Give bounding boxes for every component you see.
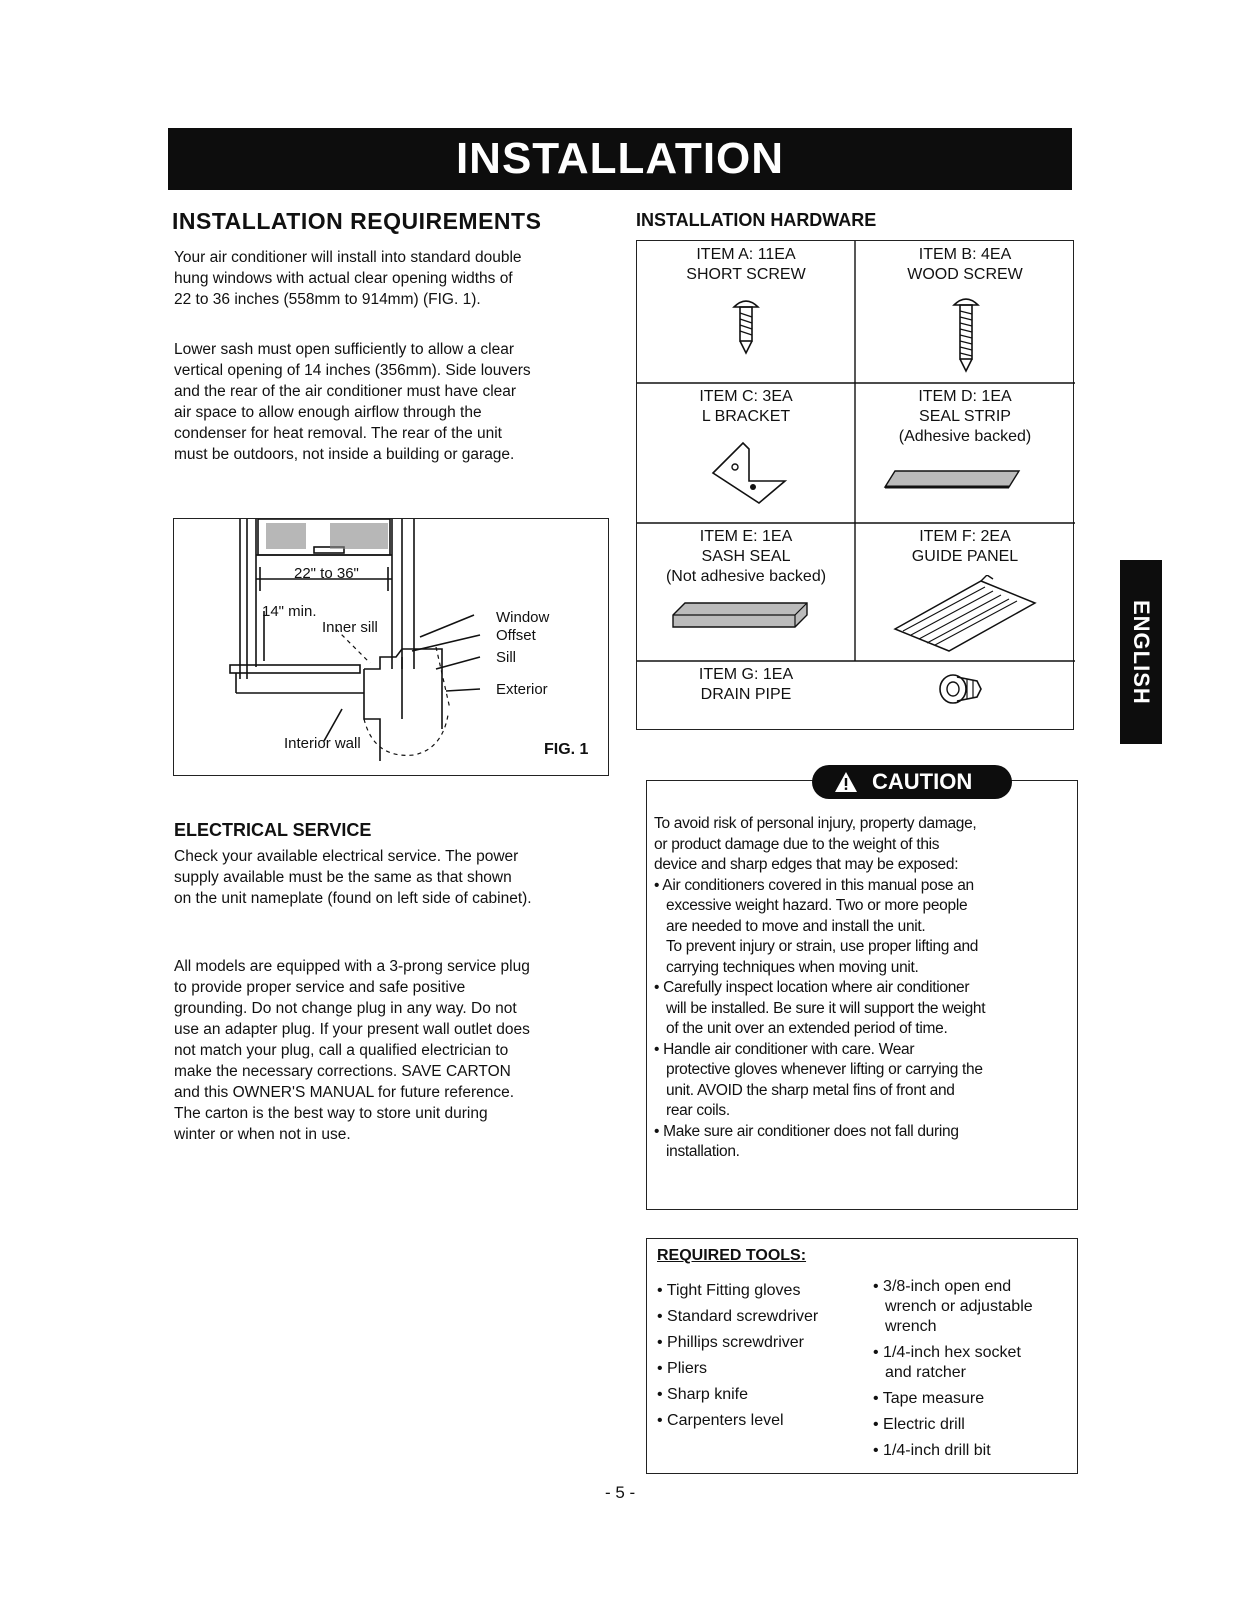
tool-item: • Phillips screwdriver xyxy=(657,1334,804,1351)
item-b-title: ITEM B: 4EA xyxy=(918,246,1012,263)
item-e-name: SASH SEAL xyxy=(701,548,791,565)
requirements-paragraph-2 xyxy=(174,339,604,465)
electrical-paragraph-1 xyxy=(174,846,614,909)
required-tools-box xyxy=(646,1238,1078,1474)
tool-item: wrench xyxy=(885,1318,937,1335)
text-line: excessive weight hazard. Two or more people xyxy=(666,897,968,914)
drain-pipe-icon xyxy=(937,669,985,709)
installation-requirements-heading: INSTALLATION REQUIREMENTS xyxy=(172,208,542,234)
l-bracket-icon xyxy=(709,441,789,505)
item-f-name: GUIDE PANEL xyxy=(911,548,1019,565)
item-f-cell xyxy=(855,527,1075,567)
tool-item: • Tape measure xyxy=(873,1390,985,1407)
text-line: installation. xyxy=(666,1143,740,1160)
text-line: supply available must be the same as that shown xyxy=(174,869,512,886)
item-c-cell xyxy=(637,387,855,427)
item-b-cell xyxy=(855,245,1075,285)
text-line: To prevent injury or strain, use proper lifting and xyxy=(666,938,979,955)
text-line: and the rear of the air conditioner must have clear xyxy=(174,383,517,400)
text-line: 22 to 36 inches (558mm to 914mm) (FIG. 1). xyxy=(174,291,481,308)
interior-wall-label: Interior wall xyxy=(284,735,361,752)
window-diagram xyxy=(174,519,610,777)
exterior-label: Exterior xyxy=(496,681,548,698)
text-line: on the unit nameplate (found on left side of cabinet). xyxy=(174,890,532,907)
text-line: grounding. Do not change plug in any way. Do not xyxy=(174,1000,517,1017)
text-line: Lower sash must open sufficiently to allow a clear xyxy=(174,341,515,358)
guide-panel-icon xyxy=(891,575,1041,655)
short-screw-icon xyxy=(731,295,761,357)
item-g-title: ITEM G: 1EA xyxy=(698,666,794,683)
tool-item: wrench or adjustable xyxy=(885,1298,1033,1315)
item-d-cell xyxy=(855,387,1075,447)
offset-label: Offset xyxy=(496,627,536,644)
text-line: air space to allow enough airflow through the xyxy=(174,404,482,421)
window-label: Window xyxy=(496,609,550,626)
text-line: vertical opening of 14 inches (356mm). Side louvers xyxy=(174,362,531,379)
wood-screw-icon xyxy=(951,293,981,375)
requirements-paragraph-1 xyxy=(174,247,604,310)
text-line: and this OWNER'S MANUAL for future reference. xyxy=(174,1084,515,1101)
text-line: Check your available electrical service. The power xyxy=(174,848,519,865)
text-line: hung windows with actual clear opening widths of xyxy=(174,270,513,287)
item-g-name: DRAIN PIPE xyxy=(700,686,792,703)
item-e-title: ITEM E: 1EA xyxy=(699,528,793,545)
caution-title: CAUTION xyxy=(872,769,973,794)
text-line: protective gloves whenever lifting or carrying the xyxy=(666,1061,983,1078)
item-f-title: ITEM F: 2EA xyxy=(919,528,1011,545)
window-figure xyxy=(173,518,609,776)
width-label: 22" to 36" xyxy=(294,565,359,582)
text-line: winter or when not in use. xyxy=(174,1126,351,1143)
text-line: device and sharp edges that may be exposed: xyxy=(654,856,959,873)
text-line: • Air conditioners covered in this manual pose an xyxy=(654,876,974,894)
tool-item: • Carpenters level xyxy=(657,1412,784,1429)
tool-item: and ratcher xyxy=(885,1364,966,1381)
item-d-note: (Adhesive backed) xyxy=(898,428,1032,445)
tool-item: • 1/4-inch drill bit xyxy=(873,1442,991,1459)
text-line: of the unit over an extended period of time. xyxy=(666,1020,948,1037)
figure-caption: FIG. 1 xyxy=(544,741,589,758)
tool-item: • Pliers xyxy=(657,1360,708,1377)
text-line: rear coils. xyxy=(666,1102,730,1119)
language-tab-label: ENGLISH xyxy=(1129,599,1154,705)
tool-item: • 1/4-inch hex socket xyxy=(873,1344,1021,1361)
text-line: All models are equipped with a 3-prong service plug xyxy=(174,958,530,975)
caution-badge xyxy=(812,765,1012,799)
sash-seal-icon xyxy=(671,601,811,631)
text-line: condenser for heat removal. The rear of the unit xyxy=(174,425,502,442)
installation-hardware-heading: INSTALLATION HARDWARE xyxy=(636,210,877,230)
text-line: are needed to move and install the unit. xyxy=(666,917,926,935)
text-line: The carton is the best way to store unit during xyxy=(174,1105,488,1122)
item-d-title: ITEM D: 1EA xyxy=(918,388,1012,405)
caution-text xyxy=(654,814,1072,1163)
text-line: must be outdoors, not inside a building or garage. xyxy=(174,446,515,463)
text-line: not match your plug, call a qualified electrician to xyxy=(174,1042,509,1059)
required-tools-heading: REQUIRED TOOLS: xyxy=(657,1247,807,1264)
text-line: use an adapter plug. If your present wall outlet does xyxy=(174,1021,530,1038)
text-line: unit. AVOID the sharp metal fins of front and xyxy=(666,1081,955,1099)
item-g-cell xyxy=(637,665,855,705)
tool-item: • Standard screwdriver xyxy=(657,1308,819,1325)
text-line: to provide proper service and safe positive xyxy=(174,979,466,996)
item-c-title: ITEM C: 3EA xyxy=(699,388,793,405)
item-e-cell xyxy=(637,527,855,587)
language-tab xyxy=(1120,560,1162,744)
tool-item: • Sharp knife xyxy=(657,1386,748,1403)
warning-icon xyxy=(834,771,858,793)
text-line: carrying techniques when moving unit. xyxy=(666,958,919,976)
hardware-table xyxy=(636,240,1074,730)
item-e-note: (Not adhesive backed) xyxy=(665,568,827,585)
item-b-name: WOOD SCREW xyxy=(907,266,1023,283)
item-a-cell xyxy=(637,245,855,285)
tool-item: • Tight Fitting gloves xyxy=(657,1282,801,1299)
item-d-name: SEAL STRIP xyxy=(919,408,1011,425)
electrical-service-heading: ELECTRICAL SERVICE xyxy=(174,820,372,840)
text-line: To avoid risk of personal injury, property damage, xyxy=(654,815,977,832)
electrical-paragraph-2 xyxy=(174,956,604,1145)
page-number: - 5 - xyxy=(605,1483,636,1502)
text-line: Your air conditioner will install into standard double xyxy=(174,249,522,266)
min-height-label: 14" min. xyxy=(262,603,317,620)
text-line: make the necessary corrections. SAVE CARTON xyxy=(174,1063,511,1080)
tool-item: • Electric drill xyxy=(873,1416,965,1433)
inner-sill-label: Inner sill xyxy=(322,619,378,636)
item-a-name: SHORT SCREW xyxy=(686,266,806,283)
item-a-title: ITEM A: 11EA xyxy=(696,246,796,263)
text-line: • Make sure air conditioner does not fall during xyxy=(654,1122,959,1140)
item-c-name: L BRACKET xyxy=(701,408,791,425)
text-line: will be installed. Be sure it will support the weight xyxy=(666,999,986,1017)
text-line: or product damage due to the weight of this xyxy=(654,835,940,853)
seal-strip-icon xyxy=(883,467,1023,491)
tool-item: • 3/8-inch open end xyxy=(873,1278,1012,1295)
text-line: • Handle air conditioner with care. Wear xyxy=(654,1040,915,1058)
sill-label: Sill xyxy=(496,649,517,666)
section-banner: INSTALLATION xyxy=(168,128,1072,190)
text-line: • Carefully inspect location where air conditioner xyxy=(654,979,970,996)
